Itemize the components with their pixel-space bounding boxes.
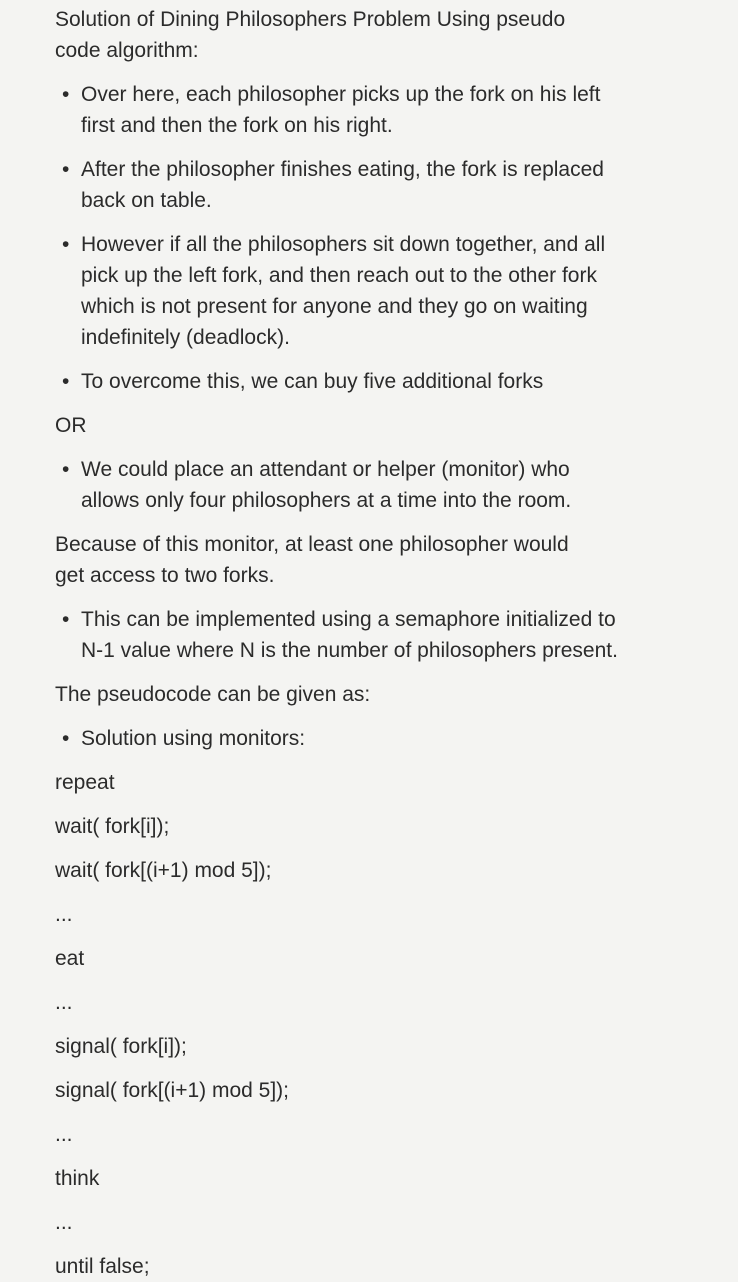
bullet-item: • We could place an attendant or helper (monitor) who allows only four philosophers at a time into the room. xyxy=(55,454,710,516)
bullet-dot-icon: • xyxy=(62,727,70,750)
bullet-item: • To overcome this, we can buy five additional forks xyxy=(55,366,710,397)
pseudocode-intro: The pseudocode can be given as: xyxy=(55,683,371,706)
code-line: wait( fork[(i+1) mod 5]); xyxy=(55,859,272,882)
code-line: ... xyxy=(55,1123,73,1146)
heading-line-2: code algorithm: xyxy=(55,39,199,62)
code-line: signal( fork[i]); xyxy=(55,1035,187,1058)
bullet-dot-icon: • xyxy=(62,458,70,481)
bullet-item: • Over here, each philosopher picks up the fork on his left first and then the fork on his right. xyxy=(55,79,710,141)
bullet-dot-icon: • xyxy=(62,158,70,181)
monitor-paragraph: Because of this monitor, at least one philosopher would get access to two forks. xyxy=(55,533,569,587)
bullet-item: • However if all the philosophers sit down together, and all pick up the left fork, and then reach out to the other fork which is not present for anyone and they go on waiting indefinitely (deadlock). xyxy=(55,229,710,353)
pseudocode-block xyxy=(55,767,710,1282)
code-line: ... xyxy=(55,1211,73,1234)
code-line: until false; xyxy=(55,1255,150,1278)
heading-line-1: Solution of Dining Philosophers Problem Using pseudo xyxy=(55,8,566,31)
bullet-dot-icon: • xyxy=(62,233,70,256)
code-line: wait( fork[i]); xyxy=(55,815,170,838)
bullet-item: • This can be implemented using a semaphore initialized to N-1 value where N is the number of philosophers present. xyxy=(55,604,710,666)
code-line: think xyxy=(55,1167,100,1190)
bullet-dot-icon: • xyxy=(62,83,70,106)
bullet-item: • Solution using monitors: xyxy=(55,723,710,754)
bullet-dot-icon: • xyxy=(62,608,70,631)
code-line: ... xyxy=(55,903,73,926)
code-line: ... xyxy=(55,991,73,1014)
bullet-dot-icon: • xyxy=(62,370,70,393)
code-line: repeat xyxy=(55,771,115,794)
or-text: OR xyxy=(55,414,87,437)
code-line: signal( fork[(i+1) mod 5]); xyxy=(55,1079,289,1102)
bullet-item: • After the philosopher finishes eating, the fork is replaced back on table. xyxy=(55,154,710,216)
heading xyxy=(55,4,710,66)
code-line: eat xyxy=(55,947,85,970)
